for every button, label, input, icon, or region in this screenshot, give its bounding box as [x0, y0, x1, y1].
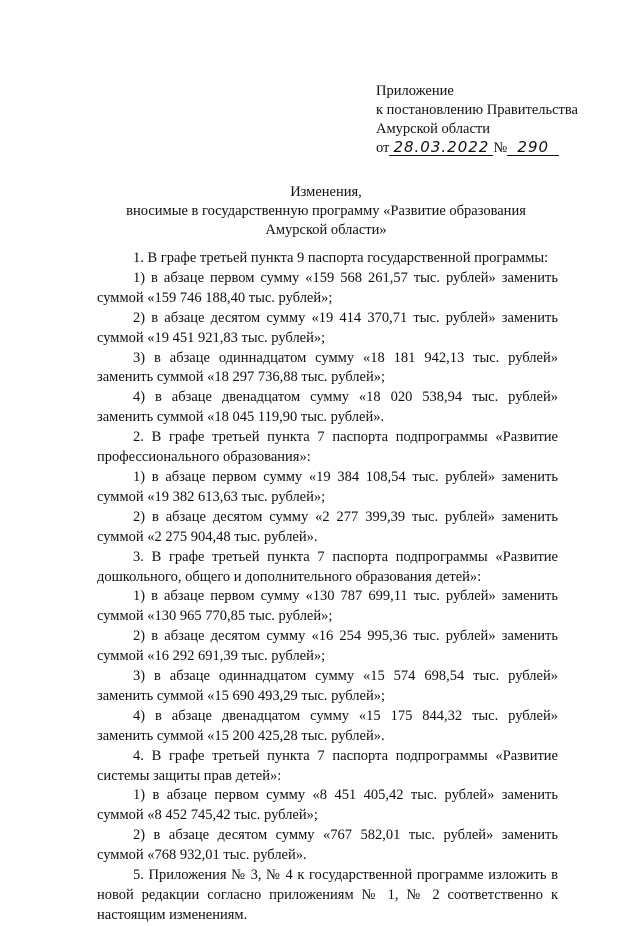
- appendix-decree-line: к постановлению Правительства: [376, 102, 578, 118]
- appendix-region-line: Амурской области: [376, 121, 490, 137]
- paragraph: 2) в абзаце десятом сумму «767 582,01 тыс. рублей» заменить суммой «768 932,01 тыс. рублей».: [97, 827, 558, 864]
- paragraph: 3) в абзаце одиннадцатом сумму «15 574 698,54 тыс. рублей» заменить суммой «15 690 493,29 тыс. рублей»;: [97, 668, 558, 704]
- heading-program-name: Амурской области»: [265, 222, 387, 238]
- paragraph: 1) в абзаце первом сумму «130 787 699,11 тыс. рублей» заменить суммой «130 965 770,85 тыс. рублей»;: [97, 588, 558, 625]
- appendix-date-number-line: [376, 139, 616, 158]
- paragraph: 1) в абзаце первом сумму «19 384 108,54 тыс. рублей» заменить суммой «19 382 613,63 тыс. рублей»;: [97, 468, 558, 505]
- paragraph: 2. В графе третьей пункта 7 паспорта подпрограммы «Развитие профессионального образования»:: [97, 429, 558, 466]
- paragraph: 1. В графе третьей пункта 9 паспорта государственной программы:: [133, 250, 549, 266]
- handwritten-number: 290: [507, 139, 559, 156]
- paragraph: 2) в абзаце десятом сумму «2 277 399,39 тыс. рублей» заменить суммой «2 275 904,48 тыс. рублей».: [97, 508, 558, 545]
- number-label: №: [493, 140, 508, 156]
- document-heading: [96, 183, 556, 240]
- paragraph: 2) в абзаце десятом сумму «16 254 995,36 тыс. рублей» заменить суммой «16 292 691,39 тыс. рублей»;: [97, 628, 558, 665]
- document-body: [97, 249, 558, 926]
- from-label: от: [376, 140, 390, 156]
- paragraph: 1) в абзаце первом сумму «159 568 261,57 тыс. рублей» заменить суммой «159 746 188,40 тыс. рублей»;: [97, 269, 558, 306]
- paragraph: 5. Приложения № 3, № 4 к государственной программе изложить в новой редакции согласно приложениям № 1, № 2 соответственно к настоящим изменениям.: [97, 867, 558, 923]
- paragraph: 3) в абзаце одиннадцатом сумму «18 181 942,13 тыс. рублей» заменить суммой «18 297 736,88 тыс. рублей»;: [97, 349, 558, 386]
- paragraph: 4) в абзаце двенадцатом сумму «18 020 538,94 тыс. рублей» заменить суммой «18 045 119,90 тыс. рублей».: [97, 389, 558, 426]
- heading-subtitle: вносимые в государственную программу «Развитие образования: [126, 203, 526, 219]
- paragraph: 4. В графе третьей пункта 7 паспорта подпрограммы «Развитие системы защиты прав детей»:: [97, 747, 558, 784]
- paragraph: 2) в абзаце десятом сумму «19 414 370,71 тыс. рублей» заменить суммой «19 451 921,83 тыс. рублей»;: [97, 309, 558, 346]
- paragraph: 1) в абзаце первом сумму «8 451 405,42 тыс. рублей» заменить суммой «8 452 745,42 тыс. рублей»;: [97, 787, 558, 824]
- appendix-header: [376, 82, 616, 158]
- paragraph: 3. В графе третьей пункта 7 паспорта подпрограммы «Развитие дошкольного, общего и дополнительного образования детей»:: [97, 548, 558, 585]
- appendix-title: Приложение: [376, 83, 454, 99]
- handwritten-date: 28.03.2022: [389, 139, 493, 156]
- paragraph: 4) в абзаце двенадцатом сумму «15 175 844,32 тыс. рублей» заменить суммой «15 200 425,28 тыс. рублей».: [97, 707, 558, 744]
- heading-title: Изменения,: [290, 184, 362, 200]
